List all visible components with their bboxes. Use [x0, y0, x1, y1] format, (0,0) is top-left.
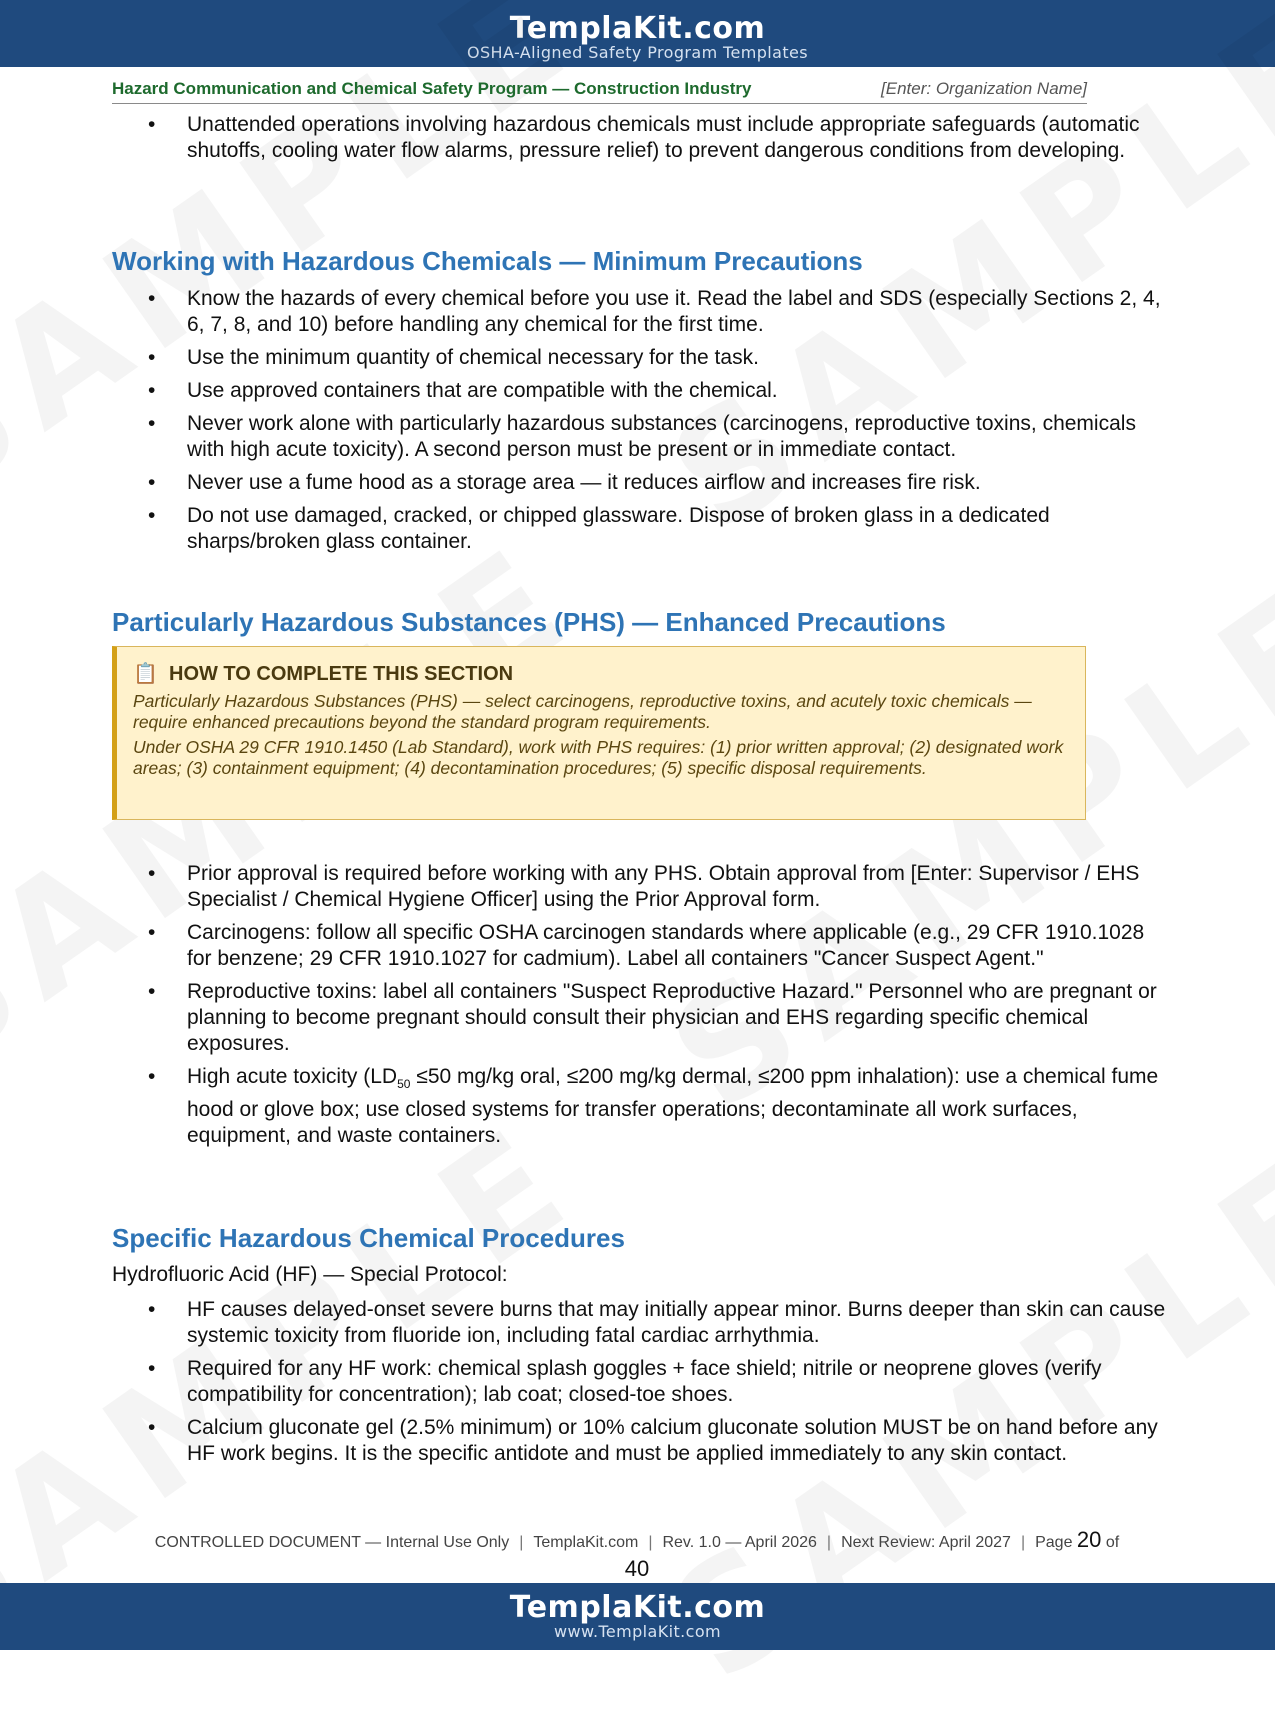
list-item: • Required for any HF work: chemical splash goggles + face shield; nitrile or neoprene gloves (verify compatibility for concentration); lab coat; closed-toe shoes. [148, 1357, 1102, 1406]
next-review: Next Review: April 2027 [841, 1534, 1011, 1551]
callout-title: 📋 HOW TO COMPLETE THIS SECTION [133, 663, 514, 685]
minimum-precautions-list [112, 286, 1170, 562]
section-heading-phs: Particularly Hazardous Substances (PHS) — Enhanced Precautions [112, 607, 946, 637]
program-title: Hazard Communication and Chemical Safety Program — Construction Industry [112, 79, 752, 98]
page-label: Page [1035, 1534, 1073, 1551]
footer-site: TemplaKit.com [533, 1534, 639, 1551]
list-item: • Carcinogens: follow all specific OSHA carcinogen standards where applicable (e.g., 29 CFR 1910.1028 for benzene; 29 CFR 1910.1027 for cadmium). Label all containers "Cancer Suspect Agent." [148, 921, 1145, 970]
brand-logo-text: TemplaKit.com [509, 1590, 766, 1625]
total-pages: 40 [624, 1556, 650, 1581]
list-item: • Do not use damaged, cracked, or chipped glassware. Dispose of broken glass in a dedicated sharps/broken glass container. [148, 504, 1050, 553]
intro-list [112, 112, 1170, 171]
list-item: • Never work alone with particularly hazardous substances (carcinogens, reproductive toxins, chemicals with high acute toxicity). A second person must be present or in immediate contact. [148, 412, 1136, 461]
list-item: • Reproductive toxins: label all containers "Suspect Reproductive Hazard." Personnel who are pregnant or planning to become pregnant should consult their physician and EHS regarding specific chemical exposures. [148, 980, 1157, 1055]
clipboard-icon: 📋 [133, 663, 158, 685]
list-item: • Know the hazards of every chemical before you use it. Read the label and SDS (especially Sections 2, 4, 6, 7, 8, and 10) before handling any chemical for the first time. [148, 287, 1161, 336]
of-label: of [1105, 1534, 1120, 1551]
list-item: • Unattended operations involving hazardous chemicals must include appropriate safeguards (automatic shutoffs, cooling water flow alarms, pressure relief) to prevent dangerous conditions from developing. [148, 113, 1140, 162]
top-banner [0, 0, 1275, 67]
controlled-document-notice: CONTROLLED DOCUMENT — Internal Use Only [154, 1534, 510, 1551]
list-item: • Use the minimum quantity of chemical necessary for the task. [148, 346, 759, 369]
list-item: • HF causes delayed-onset severe burns that may initially appear minor. Burns deeper than skin can cause systemic toxicity from fluoride ion, including fatal cardiac arrhythmia. [148, 1298, 1166, 1347]
callout-paragraph: Under OSHA 29 CFR 1910.1450 (Lab Standard), work with PHS requires: (1) prior written approval; (2) designated work areas; (3) containment equipment; (4) decontamination procedures; (5) specific disposal requirements. [133, 737, 1064, 778]
phs-precautions-list [112, 861, 1170, 1156]
brand-logo-text: TemplaKit.com [509, 11, 766, 46]
instruction-callout [112, 646, 1086, 820]
website-url[interactable]: www.TemplaKit.com [553, 1622, 722, 1641]
list-item: • Prior approval is required before working with any PHS. Obtain approval from [Enter: Supervisor / EHS Specialist / Chemical Hygiene Officer] using the Prior Approval form. [148, 862, 1140, 911]
page-footer: CONTROLLED DOCUMENT — Internal Use Only | TemplaKit.com | Rev. 1.0 — April 2026 | Next Review: April 2027 | Page 20 of 40 [154, 1527, 1120, 1581]
callout-paragraph: Particularly Hazardous Substances (PHS) — select carcinogens, reproductive toxins, and acutely toxic chemicals — require enhanced precautions beyond the standard program requirements. [133, 691, 1032, 732]
running-header [112, 77, 1087, 104]
hf-protocol-subheading: Hydrofluoric Acid (HF) — Special Protocol: [112, 1263, 508, 1286]
revision-info: Rev. 1.0 — April 2026 [662, 1534, 817, 1551]
section-heading-specific-procedures: Specific Hazardous Chemical Procedures [112, 1223, 625, 1253]
list-item: • Calcium gluconate gel (2.5% minimum) or 10% calcium gluconate solution MUST be on hand before any HF work begins. It is the specific antidote and must be applied immediately to any skin contact. [148, 1416, 1158, 1465]
list-item: • Use approved containers that are compatible with the chemical. [148, 379, 778, 402]
brand-tagline: OSHA-Aligned Safety Program Templates [466, 43, 809, 62]
section-heading-minimum-precautions: Working with Hazardous Chemicals — Minimum Precautions [112, 246, 863, 276]
hf-protocol-list [112, 1297, 1170, 1474]
organization-placeholder: [Enter: Organization Name] [881, 79, 1087, 98]
list-item: • Never use a fume hood as a storage area — it reduces airflow and increases fire risk. [148, 471, 981, 494]
bottom-banner [0, 1583, 1275, 1650]
list-item: • High acute toxicity ($LD_{50} \le 50$ mg/kg oral, ≤200 mg/kg dermal, ≤200 ppm inhalation): use a chemical fume hood or glove box; use closed systems for transfer operations; decontaminate all work surfaces, equipment, and waste containers. [148, 1065, 1159, 1148]
page-number: 20 [1076, 1527, 1102, 1552]
